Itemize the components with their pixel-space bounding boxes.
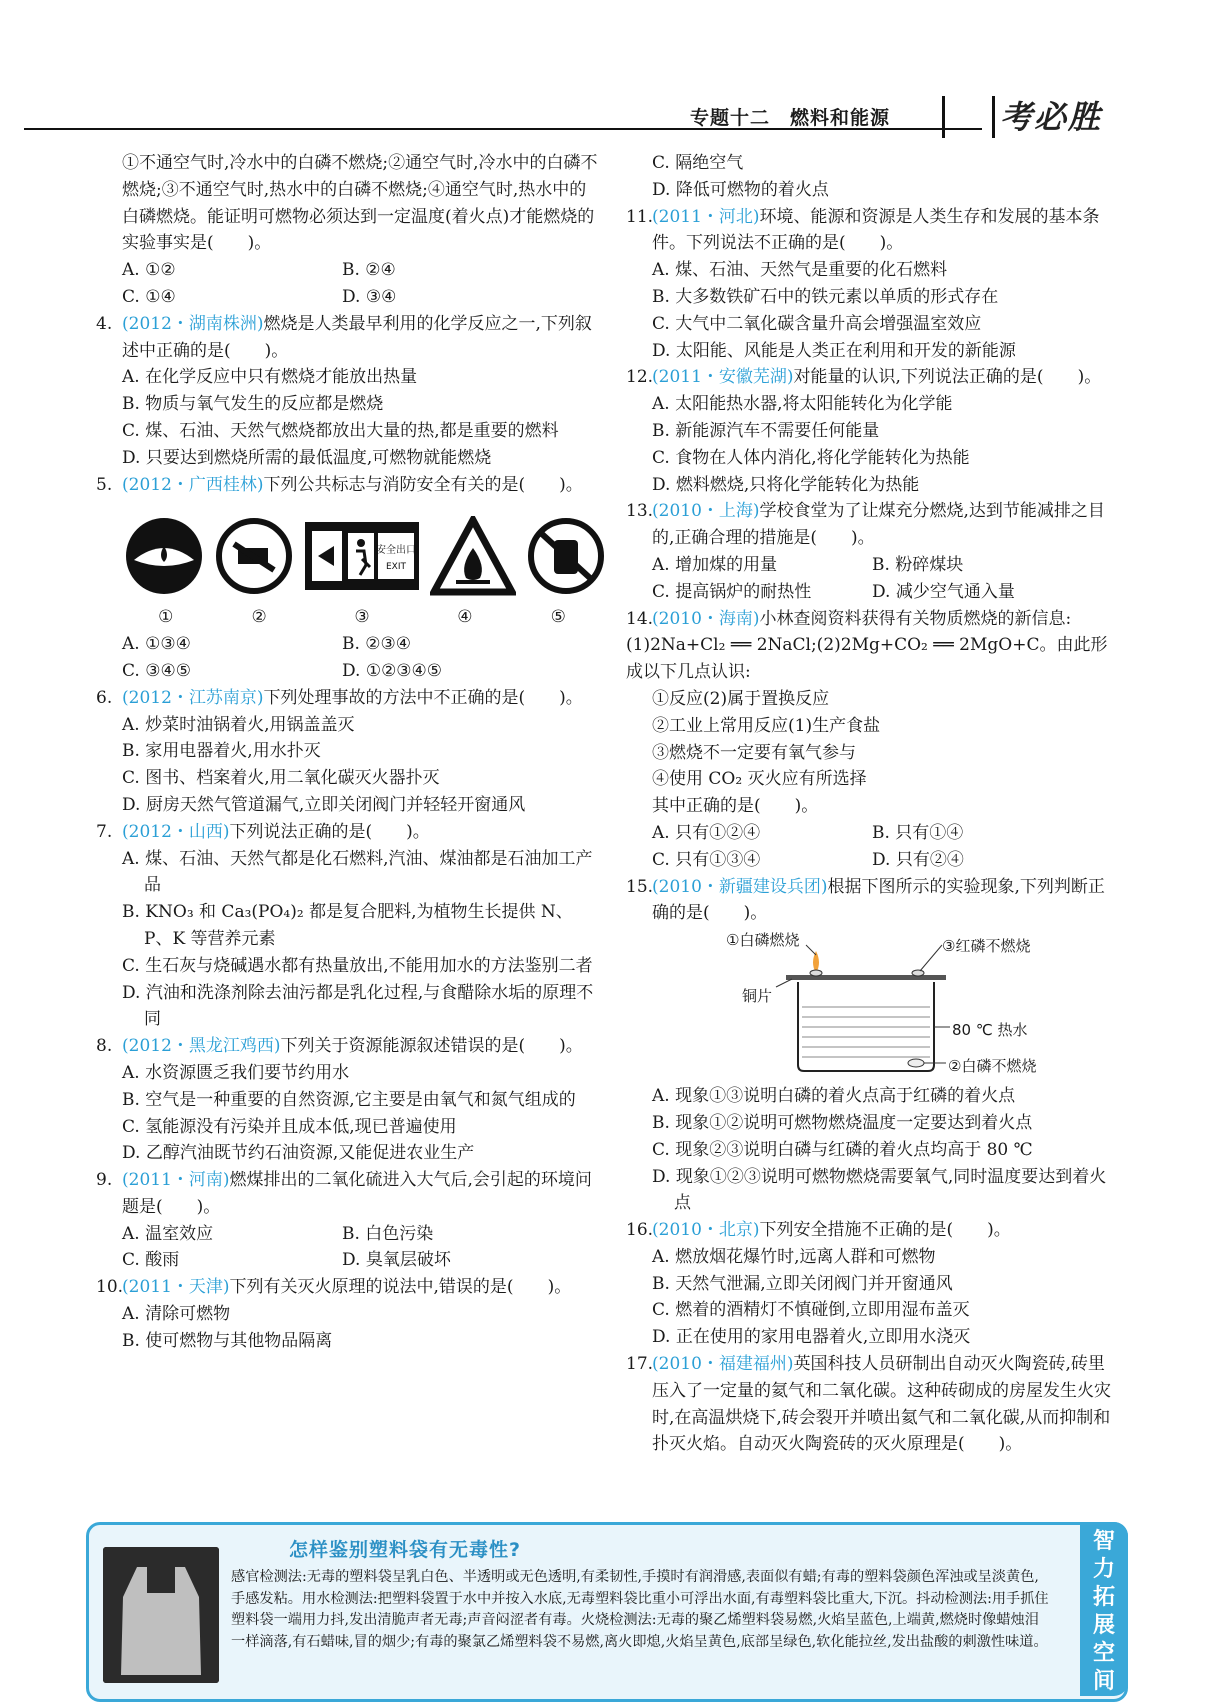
side-char: 拓 — [1092, 1585, 1115, 1610]
no-dumping-sign-icon — [526, 508, 606, 604]
option: D. 太阳能、风能是人类正在利用和开发的新能源 — [652, 340, 1016, 361]
option: A. 煤、石油、天然气都是化石燃料,汽油、煤油都是石油加工产品 — [122, 848, 593, 896]
question-source: (2012・山西) — [122, 821, 230, 842]
label-hot-water: 80 ℃ 热水 — [952, 1021, 1028, 1040]
option: B. 家用电器着火,用水扑灭 — [122, 741, 321, 762]
option: B. 空气是一种重要的自然资源,它主要是由氧气和氮气组成的 — [122, 1089, 576, 1110]
page-header — [0, 0, 1224, 150]
side-char: 智 — [1092, 1529, 1115, 1554]
question-text: 下列有关灭火原理的说法中,错误的是( )。 — [229, 1277, 572, 1298]
option: A. 太阳能热水器,将太阳能转化为化学能 — [652, 394, 953, 415]
option: C. 生石灰与烧碱遇水都有热量放出,不能用加水的方法鉴别二者 — [122, 955, 593, 976]
plastic-bag-photo — [103, 1547, 219, 1683]
question-source: (2010・福建福州) — [652, 1354, 794, 1375]
exit-sign-text: 安全出口 — [376, 545, 416, 557]
label-copper-sheet: 铜片 — [742, 987, 773, 1006]
header-divider — [942, 96, 945, 138]
question-7 — [96, 819, 600, 846]
option: A. 炒菜时油锅着火,用锅盖盖灭 — [122, 714, 355, 735]
option: B. 使可燃物与其他物品隔离 — [122, 1330, 333, 1351]
question-4 — [96, 311, 600, 365]
side-char: 力 — [1092, 1557, 1115, 1582]
label-red-phosphorus: ③红磷不燃烧 — [942, 937, 1031, 956]
option: B. 白色污染 — [342, 1223, 434, 1244]
option: B. 现象①②说明可燃物燃烧温度一定要达到着火点 — [652, 1112, 1033, 1133]
option: D. 臭氧层破坏 — [342, 1250, 451, 1271]
label-white-phosphorus-burning: ①白磷燃烧 — [726, 931, 800, 950]
question-source: (2011・天津) — [122, 1277, 230, 1298]
statement: ③燃烧不一定要有氧气参与 — [652, 742, 856, 763]
option: A. 煤、石油、天然气是重要的化石燃料 — [652, 260, 948, 281]
safety-signs — [124, 508, 600, 604]
option: A. 温室效应 — [122, 1223, 214, 1244]
question-source: (2010・海南) — [652, 608, 760, 629]
q3-options — [96, 284, 600, 311]
question-number: 9. — [96, 1170, 113, 1191]
question-number: 10. — [96, 1277, 124, 1298]
question-source: (2012・广西桂林) — [122, 474, 264, 495]
q9-options — [96, 1247, 600, 1274]
tip-side-label — [1080, 1522, 1128, 1696]
option: C. 氢能源没有污染并且成本低,现已普遍使用 — [122, 1116, 457, 1137]
sign-label: ③ — [354, 607, 370, 628]
option: C. ③④⑤ — [122, 660, 191, 681]
question-text: 环境、能源和资源是人类生存和发展的基本条件。下列说法不正确的是( )。 — [652, 206, 1100, 254]
knowledge-tip-box — [86, 1522, 1128, 1702]
statement: ④使用 CO₂ 灭火应有所选择 — [652, 769, 867, 790]
option: D. 减少空气通入量 — [872, 581, 1015, 602]
statement: ②工业上常用反应(1)生产食盐 — [652, 715, 881, 736]
option: C. 煤、石油、天然气燃烧都放出大量的热,都是重要的燃料 — [122, 420, 559, 441]
question-number: 6. — [96, 687, 113, 708]
question-text: 下列说法正确的是( )。 — [229, 821, 430, 842]
option: C. 图书、档案着火,用二氧化碳灭火器扑灭 — [122, 768, 440, 789]
option: D. 燃料燃烧,只将化学能转化为热能 — [652, 474, 920, 495]
question-text: 燃烧是人类最早利用的化学反应之一,下列叙述中正确的是( )。 — [122, 313, 592, 361]
question-number: 14. — [626, 608, 654, 629]
question-number: 5. — [96, 474, 113, 495]
question-number: 4. — [96, 313, 113, 334]
question-number: 8. — [96, 1036, 113, 1057]
question-9 — [96, 1167, 600, 1221]
option: C. 现象②③说明白磷与红磷的着火点均高于 80 ℃ — [652, 1139, 1033, 1160]
q9-options — [96, 1221, 600, 1248]
question-text: 下列关于资源能源叙述错误的是( )。 — [280, 1036, 583, 1057]
question-15 — [626, 874, 1112, 928]
option: C. 酸雨 — [122, 1250, 180, 1271]
question-text: 下列安全措施不正确的是( )。 — [759, 1220, 1011, 1241]
option: C. 提高锅炉的耐热性 — [652, 581, 812, 602]
flammable-warning-sign-icon — [430, 508, 516, 604]
water-saving-sign-icon — [124, 508, 204, 604]
option: C. 食物在人体内消化,将化学能转化为热能 — [652, 447, 970, 468]
side-char: 展 — [1092, 1613, 1115, 1638]
question-text: 对能量的认识,下列说法正确的是( )。 — [793, 367, 1102, 388]
q3-text: ①不通空气时,冷水中的白磷不燃烧;②通空气时,冷水中的白磷不燃烧;③不通空气时,热水中的白磷不燃烧;④通空气时,热水中的白磷燃烧。能证明可燃物必须达到一定温度(着火点)才能燃烧的实验事实是( )。 — [122, 153, 598, 254]
question-number: 13. — [626, 501, 654, 522]
question-source: (2010・新疆建设兵团) — [652, 876, 828, 897]
option: A. 水资源匮乏我们要节约用水 — [122, 1062, 350, 1083]
equations: (1)2Na+Cl₂ ══ 2NaCl;(2)2Mg+CO₂ ══ 2MgO+C。由此形成以下几点认识: — [626, 635, 1108, 683]
option: B. ②③④ — [342, 634, 412, 655]
q5-options — [96, 631, 600, 658]
option: D. 乙醇汽油既节约石油资源,又能促进农业生产 — [122, 1143, 475, 1164]
option: A. 现象①③说明白磷的着火点高于红磷的着火点 — [652, 1086, 1016, 1107]
question-5 — [96, 472, 600, 499]
header-divider — [992, 96, 995, 138]
experiment-figure — [706, 927, 1046, 1077]
question-source: (2012・湖南株洲) — [122, 313, 264, 334]
q14-options — [626, 847, 1112, 874]
statement: 其中正确的是( )。 — [652, 796, 819, 817]
option: B. KNO₃ 和 Ca₃(PO₄)₂ 都是复合肥料,为植物生长提供 N、P、K 等营养元素 — [122, 902, 573, 949]
question-source: (2012・江苏南京) — [122, 687, 264, 708]
question-number: 16. — [626, 1220, 654, 1241]
exit-sign-text-en: EXIT — [385, 562, 407, 573]
q5-options — [96, 658, 600, 685]
question-source: (2012・黑龙江鸡西) — [122, 1036, 281, 1057]
option: C. 只有①③④ — [652, 849, 761, 870]
sign-label: ⑤ — [550, 607, 566, 628]
question-text: 小林查阅资料获得有关物质燃烧的新信息: — [759, 608, 1072, 629]
question-number: 12. — [626, 367, 654, 388]
question-13 — [626, 498, 1112, 552]
option: D. 正在使用的家用电器着火,立即用水浇灭 — [652, 1327, 971, 1348]
label-white-phosphorus-not-burning: ②白磷不燃烧 — [948, 1057, 1037, 1076]
no-horn-sign-icon — [214, 508, 294, 604]
question-text: 下列公共标志与消防安全有关的是( )。 — [263, 474, 583, 495]
question-number: 15. — [626, 876, 654, 897]
option: A. 只有①②④ — [652, 822, 761, 843]
option: B. ②④ — [342, 260, 396, 281]
option: A. 清除可燃物 — [122, 1304, 231, 1325]
option: D. 只要达到燃烧所需的最低温度,可燃物就能燃烧 — [122, 447, 492, 468]
question-10 — [96, 1274, 600, 1301]
question-source: (2010・北京) — [652, 1220, 760, 1241]
option: D. 现象①②③说明可燃物燃烧需要氧气,同时温度要达到着火点 — [652, 1166, 1107, 1214]
q13-options — [626, 552, 1112, 579]
right-column — [626, 150, 1112, 1458]
question-text: 根据下图所示的实验现象,下列判断正确的是( )。 — [652, 876, 1105, 924]
question-number: 7. — [96, 821, 113, 842]
sign-label: ① — [158, 607, 174, 628]
statement: ①反应(2)属于置换反应 — [652, 688, 830, 709]
question-number: 11. — [626, 206, 654, 227]
question-text: 下列处理事故的方法中不正确的是( )。 — [263, 687, 583, 708]
option: D. 只有②④ — [872, 849, 964, 870]
question-source: (2011・河北) — [652, 206, 760, 227]
section-title: 专题十二 燃料和能源 — [690, 107, 891, 129]
question-text: 英国科技人员研制出自动灭火陶瓷砖,砖里压入了一定量的氦气和二氧化碳。这种砖砌成的房屋发生火灾时,在高温烘烧下,砖会裂开并喷出氦气和二氧化碳,从而抑制和扑灭火焰。自动灭火陶瓷砖的灭火原理是( )。 — [652, 1354, 1111, 1455]
option: B. 物质与氧气发生的反应都是燃烧 — [122, 394, 384, 415]
option: B. 只有①④ — [872, 822, 964, 843]
option: C. ①④ — [122, 286, 176, 307]
q14-options — [626, 820, 1112, 847]
option: B. 大多数铁矿石中的铁元素以单质的形式存在 — [652, 286, 999, 307]
question-14 — [626, 606, 1112, 633]
q3-options — [96, 257, 600, 284]
question-source: (2010・上海) — [652, 501, 760, 522]
left-column — [96, 150, 600, 1355]
option: D. 降低可燃物的着火点 — [652, 179, 829, 200]
option: B. 粉碎煤块 — [872, 554, 964, 575]
option: B. 新能源汽车不需要任何能量 — [652, 420, 880, 441]
question-11 — [626, 204, 1112, 258]
tip-body: 感官检测法:无毒的塑料袋呈乳白色、半透明或无色透明,有柔韧性,手摸时有润滑感,表面似有蜡;有毒的塑料袋颜色浑浊或呈淡黄色,手感发粘。用水检测法:把塑料袋置于水中并按入水底,无毒塑料袋比重小可浮出水面,有毒塑料袋比重大,下沉。抖动检测法:用手抓住塑料袋一端用力抖,发出清脆声者无毒;声音闷涩者有毒。火烧检测法:无毒的聚乙烯塑料袋易燃,火焰呈蓝色,上端黄,燃烧时像蜡烛泪一样滴落,有石蜡味,冒的烟少;有毒的聚氯乙烯塑料袋不易燃,离火即熄,火焰呈黄色,底部呈绿色,软化能拉丝,发出盐酸的刺激性味道。 — [231, 1569, 1049, 1650]
exit-sign-icon — [304, 508, 420, 604]
question-8 — [96, 1033, 600, 1060]
question-number: 17. — [626, 1354, 654, 1375]
option: A. ①② — [122, 260, 176, 281]
option: C. 隔绝空气 — [652, 153, 744, 173]
option: C. 燃着的酒精灯不慎碰倒,立即用湿布盖灭 — [652, 1300, 970, 1321]
brand-logo: 考必胜 — [1000, 98, 1103, 136]
option: A. 增加煤的用量 — [652, 554, 778, 575]
question-16 — [626, 1217, 1112, 1244]
option: D. 厨房天然气管道漏气,立即关闭阀门并轻轻开窗通风 — [122, 794, 526, 815]
option: C. 大气中二氧化碳含量升高会增强温室效应 — [652, 313, 982, 334]
option: A. 燃放烟花爆竹时,远离人群和可燃物 — [652, 1246, 936, 1267]
sign-labels — [124, 604, 600, 631]
question-12 — [626, 364, 1112, 391]
question-text: 燃煤排出的二氧化硫进入大气后,会引起的环境问题是( )。 — [122, 1170, 592, 1217]
sign-label: ② — [251, 607, 267, 628]
option: D. ③④ — [342, 286, 397, 307]
side-char: 空 — [1092, 1641, 1115, 1666]
option: D. 汽油和洗涤剂除去油污都是乳化过程,与食醋除水垢的原理不同 — [122, 982, 594, 1030]
option: A. ①③④ — [122, 634, 191, 655]
question-source: (2011・河南) — [122, 1170, 230, 1191]
option: B. 天然气泄漏,立即关闭阀门并开窗通风 — [652, 1273, 953, 1294]
question-source: (2011・安徽芜湖) — [652, 367, 794, 388]
sign-label: ④ — [457, 607, 473, 628]
q13-options — [626, 579, 1112, 606]
question-17 — [626, 1351, 1112, 1458]
option: A. 在化学反应中只有燃烧才能放出热量 — [122, 367, 418, 388]
option: D. ①②③④⑤ — [342, 660, 443, 681]
question-6 — [96, 685, 600, 712]
side-char: 间 — [1092, 1669, 1115, 1694]
tip-title: 怎样鉴别塑料袋有无毒性? — [289, 1539, 522, 1561]
question-text: 学校食堂为了让煤充分燃烧,达到节能减排之目的,正确合理的措施是( )。 — [652, 501, 1105, 549]
